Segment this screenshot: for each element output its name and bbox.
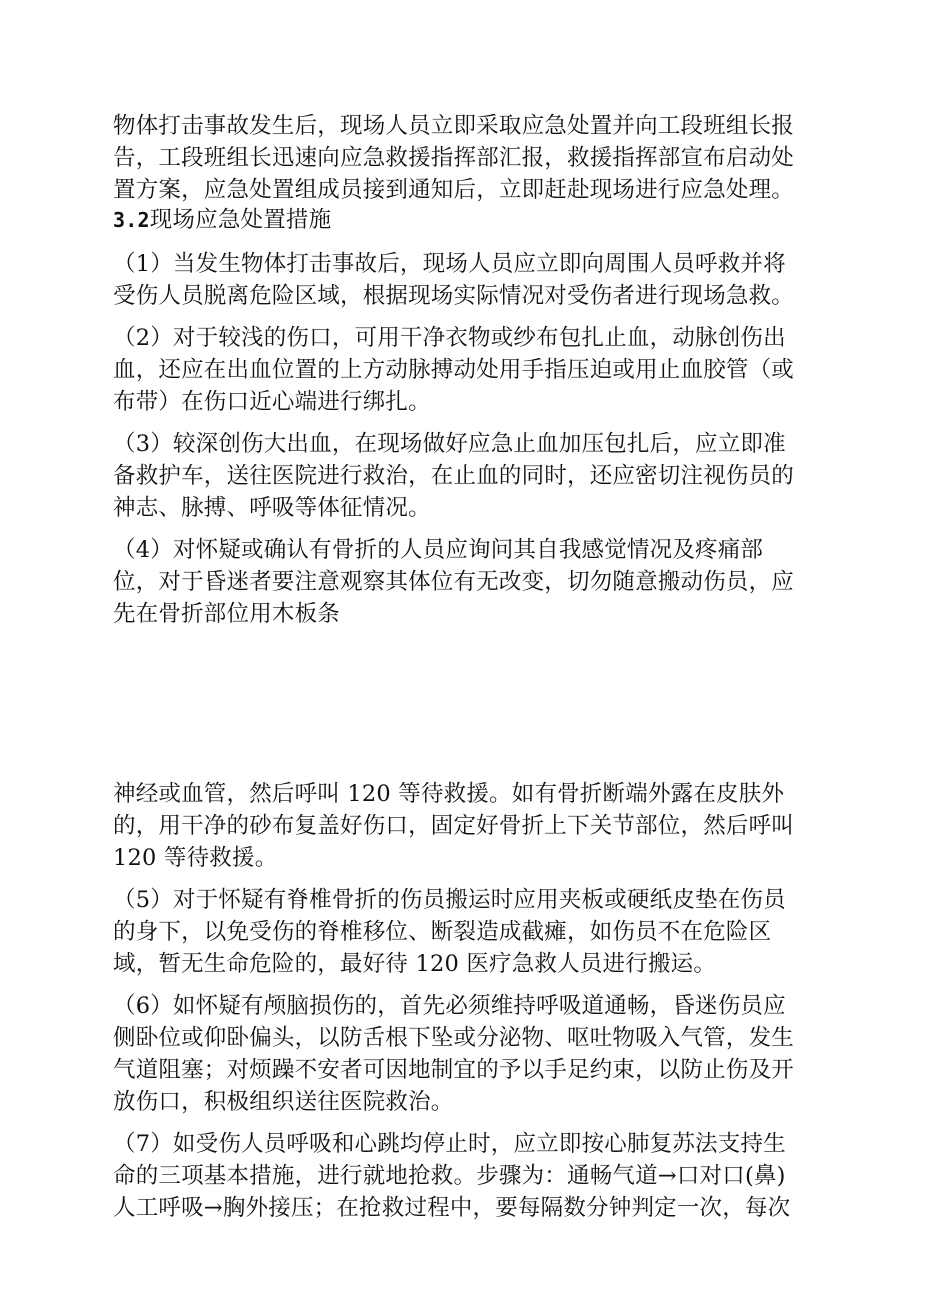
paragraph-line: 受伤人员脱离危险区域，根据现场实际情况对受伤者进行现场急救。 (113, 283, 795, 309)
paragraph-line: 120 等待救援。 (113, 845, 278, 871)
paragraph-line: （3）较深创伤大出血，在现场做好应急止血加压包扎后，应立即准 (113, 431, 786, 457)
paragraph-line: 物体打击事故发生后，现场人员立即采取应急处置并向工段班组长报 (113, 113, 795, 139)
paragraph-line: 位，对于昏迷者要注意观察其体位有无改变，切勿随意搬动伤员，应 (113, 569, 795, 595)
section-heading (113, 204, 823, 236)
paragraph-line: 布带）在伤口近心端进行绑扎。 (113, 389, 431, 415)
paragraph-line: 域，暂无生命危险的，最好待 120 医疗急救人员进行搬运。 (113, 951, 717, 977)
paragraph-line: 侧卧位或仰卧偏头，以防舌根下坠或分泌物、呕吐物吸入气管，发生 (113, 1025, 795, 1051)
paragraph-line: 备救护车，送往医院进行救治，在止血的同时，还应密切注视伤员的 (113, 463, 795, 489)
paragraph-line: （4）对怀疑或确认有骨折的人员应询问其自我感觉情况及疼痛部 (113, 537, 764, 563)
paragraph-line: 的，用干净的砂布复盖好伤口，固定好骨折上下关节部位，然后呼叫 (113, 813, 795, 839)
paragraph-line: 神经或血管，然后呼叫 120 等待救援。如有骨折断端外露在皮肤外 (113, 781, 785, 807)
paragraph-line: 的身下，以免受伤的脊椎移位、断裂造成截瘫，如伤员不在危险区 (113, 919, 772, 945)
paragraph-line: 放伤口，积极组织送往医院救治。 (113, 1089, 454, 1115)
paragraph-line: （7）如受伤人员呼吸和心跳均停止时，应立即按心肺复苏法支持生 (113, 1131, 786, 1157)
paragraph-line: 先在骨折部位用木板条 (113, 601, 341, 627)
paragraph-line: 告，工段班组长迅速向应急救援指挥部汇报，救援指挥部宣布启动处 (113, 145, 795, 171)
paragraph-line: （6）如怀疑有颅脑损伤的，首先必须维持呼吸道通畅，昏迷伤员应 (113, 993, 786, 1019)
paragraph-line: （5）对于怀疑有脊椎骨折的伤员搬运时应用夹板或硬纸皮垫在伤员 (113, 887, 786, 913)
paragraph-line: 置方案，应急处置组成员接到通知后，立即赶赴现场进行应急处理。 (113, 177, 795, 203)
paragraph-line: 人工呼吸→胸外接压；在抢救过程中，要每隔数分钟判定一次，每次 (113, 1195, 791, 1221)
section-title: 现场应急处置措施 (149, 207, 332, 233)
paragraph-line: 气道阻塞；对烦躁不安者可因地制宜的予以手足约束，以防止伤及开 (113, 1057, 795, 1083)
paragraph-line: （1）当发生物体打击事故后，现场人员应立即向周围人员呼救并将 (113, 251, 786, 277)
paragraph-line: （2）对于较浅的伤口，可用干净衣物或纱布包扎止血，动脉创伤出 (113, 325, 786, 351)
section-number: 3.2 (113, 208, 150, 232)
paragraph-line: 血，还应在出血位置的上方动脉搏动处用手指压迫或用止血胶管（或 (113, 357, 795, 383)
paragraph-line: 神志、脉搏、呼吸等体征情况。 (113, 495, 431, 521)
paragraph-line: 命的三项基本措施，进行就地抢救。步骤为：通畅气道→口对口(鼻) (113, 1163, 786, 1189)
